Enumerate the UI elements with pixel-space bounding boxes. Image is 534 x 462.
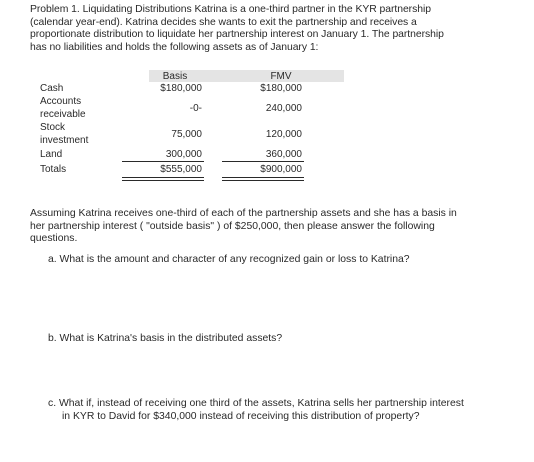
cell-basis-stock-investment: 75,000: [171, 129, 202, 140]
cell-basis-totals: $555,000: [160, 164, 202, 175]
total-double-rule-fmv: [222, 177, 304, 181]
column-header-basis: Basis: [162, 71, 188, 82]
assumption-line: Assuming Katrina receives one-third of each of the partnership assets and she has a basis in: [30, 208, 457, 219]
cell-fmv-cash: $180,000: [260, 83, 302, 94]
problem-line: (calendar year-end). Katrina decides she wants to exit the partnership and receives a: [30, 16, 417, 28]
problem-line: proportionate distribution to liquidate her partnership interest on January 1. The partnership: [30, 29, 444, 41]
cell-fmv-stock-investment: 120,000: [265, 129, 302, 140]
row-label-land: Land: [40, 149, 63, 160]
row-label-cash: Cash: [40, 83, 64, 94]
total-double-rule-basis: [122, 177, 204, 181]
cell-fmv-accounts-receivable: 240,000: [265, 103, 302, 114]
problem-statement: [30, 4, 522, 54]
cell-fmv-land: 360,000: [265, 149, 302, 160]
problem-line: has no liabilities and holds the following assets as of January 1:: [30, 41, 319, 53]
cell-fmv-totals: $900,000: [260, 164, 302, 175]
cell-basis-land: 300,000: [165, 149, 202, 160]
row-label-stock-investment: Stock investment: [40, 122, 89, 146]
question-c: c. What if, instead of receiving one third of the assets, Katrina sells her partnership interest in KYR to David for $340,000 instead of receiving this distribution of property?: [48, 398, 464, 422]
question-a: a. What is the amount and character of any recognized gain or loss to Katrina?: [48, 254, 410, 265]
subtotal-rule-fmv: [222, 161, 304, 162]
row-label-accounts-receivable: Accounts receivable: [40, 96, 86, 120]
assumption-line: her partnership interest ( "outside basis" ) of $250,000, then please answer the following: [30, 220, 435, 232]
row-label-totals: Totals: [40, 164, 67, 175]
assets-table: [36, 70, 308, 180]
assumption-paragraph: [30, 208, 522, 246]
question-b: b. What is Katrina's basis in the distributed assets?: [48, 333, 283, 344]
problem-line: Problem 1. Liquidating Distributions Katrina is a one-third partner in the KYR partnership: [30, 4, 431, 15]
cell-basis-accounts-receivable: -0-: [189, 103, 202, 114]
assumption-line: questions.: [30, 233, 78, 245]
subtotal-rule-basis: [122, 161, 204, 162]
column-header-fmv: FMV: [270, 71, 292, 82]
cell-basis-cash: $180,000: [160, 83, 202, 94]
